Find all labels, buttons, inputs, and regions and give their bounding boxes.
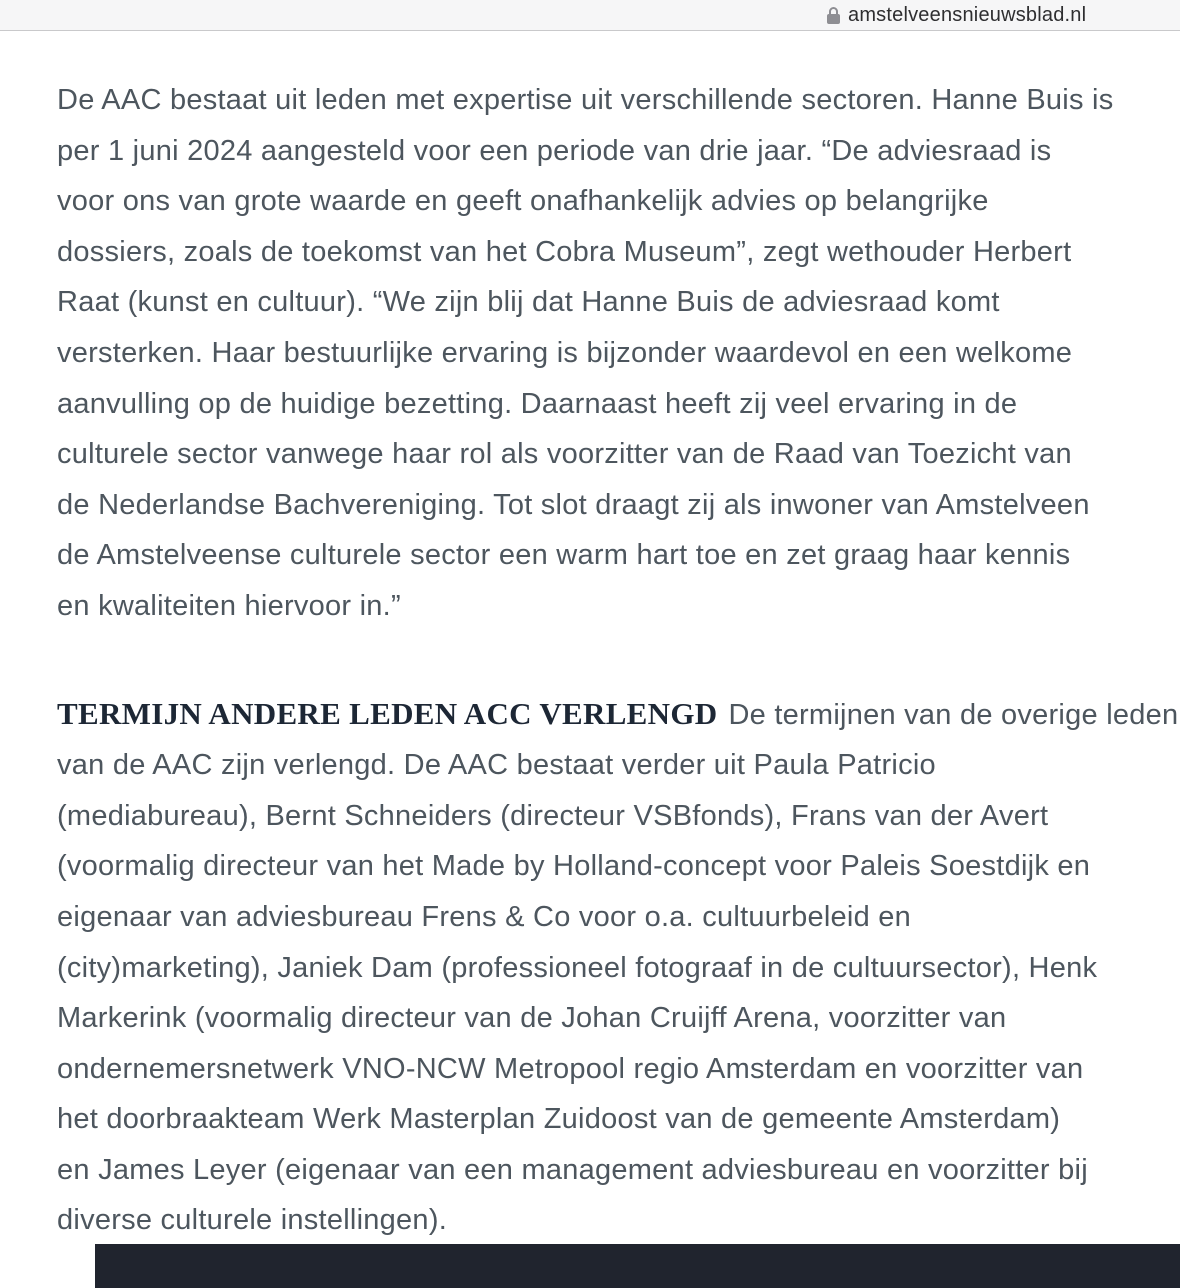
section-heading: TERMIJN ANDERE LEDEN ACC VERLENGD [57, 695, 718, 731]
text-line: aanvulling op de huidige bezetting. Daarnaast heeft zij veel ervaring in de [57, 387, 1018, 420]
text-line: Raat (kunst en cultuur). “We zijn blij dat Hanne Buis de adviesraad komt [57, 286, 1000, 319]
paragraph-1 [57, 75, 1180, 632]
text-line: en James Leyer (eigenaar van een management adviesbureau en voorzitter bij [57, 1153, 1088, 1186]
text-line: het doorbraakteam Werk Masterplan Zuidoost van de gemeente Amsterdam) [57, 1103, 1061, 1136]
text-line: versterken. Haar bestuurlijke ervaring is bijzonder waardevol en een welkome [57, 336, 1073, 369]
text-line: (voormalig directeur van het Made by Holland-concept voor Paleis Soestdijk en [57, 850, 1091, 883]
page-footer-edge [95, 1244, 1180, 1288]
lock-icon [826, 6, 841, 25]
text-line: voor ons van grote waarde en geeft onafhankelijk advies op belangrijke [57, 185, 989, 218]
text-line: De AAC bestaat uit leden met expertise uit verschillende sectoren. Hanne Buis is [57, 84, 1114, 116]
text-line: van de AAC zijn verlengd. De AAC bestaat verder uit Paula Patricio [57, 749, 936, 782]
text-line: per 1 juni 2024 aangesteld voor een periode van drie jaar. “De adviesraad is [57, 134, 1052, 167]
url-content[interactable] [826, 0, 1086, 30]
article-body [0, 31, 1180, 1246]
text-line: ondernemersnetwerk VNO-NCW Metropool regio Amsterdam en voorzitter van [57, 1052, 1084, 1085]
paragraph-2-lines [57, 740, 1180, 1246]
text-line: de Amstelveense culturele sector een warm hart toe en zet graag haar kennis [57, 539, 1071, 572]
text-line: (city)marketing), Janiek Dam (professioneel fotograaf in de cultuursector), Henk [57, 951, 1098, 984]
text-line: de Nederlandse Bachvereniging. Tot slot draagt zij als inwoner van Amstelveen [57, 488, 1090, 521]
text-line: diverse culturele instellingen). [57, 1204, 448, 1237]
text-line: (mediabureau), Bernt Schneiders (directeur VSBfonds), Frans van der Avert [57, 799, 1049, 832]
heading-continuation: De termijnen van de overige leden [728, 698, 1179, 731]
text-line: eigenaar van adviesbureau Frens & Co voor o.a. cultuurbeleid en [57, 900, 912, 933]
text-line: dossiers, zoals de toekomst van het Cobra Museum”, zegt wethouder Herbert [57, 235, 1072, 268]
text-line: en kwaliteiten hiervoor in.” [57, 589, 401, 622]
heading-line [57, 689, 1180, 741]
paragraph-2 [57, 689, 1180, 1247]
url-text: amstelveensnieuwsblad.nl [848, 3, 1087, 26]
browser-url-bar[interactable] [0, 0, 1180, 31]
text-line: Markerink (voormalig directeur van de Johan Cruijff Arena, voorzitter van [57, 1002, 1007, 1035]
text-line: culturele sector vanwege haar rol als voorzitter van de Raad van Toezicht van [57, 438, 1072, 471]
